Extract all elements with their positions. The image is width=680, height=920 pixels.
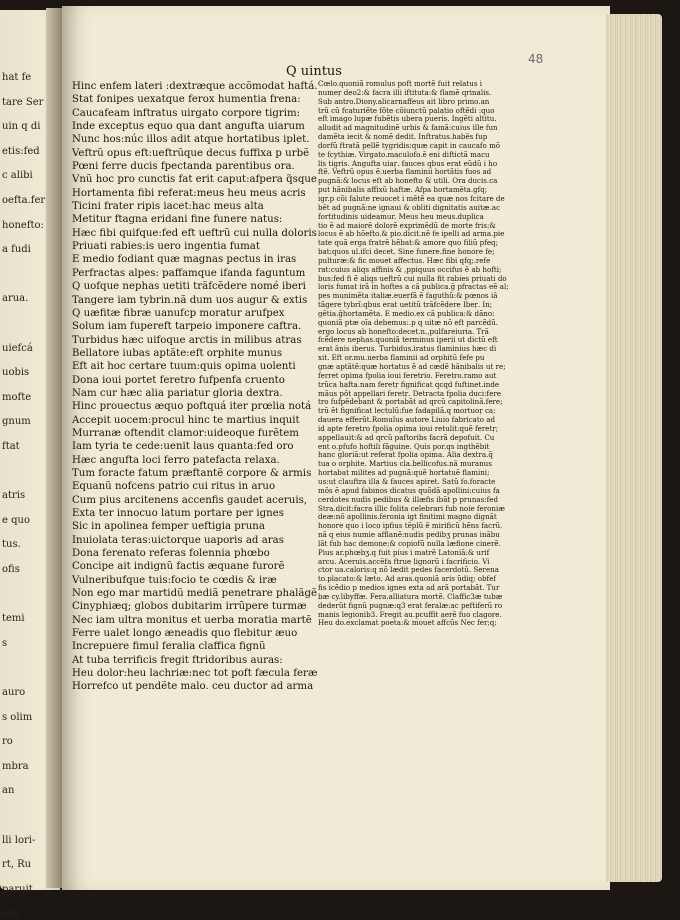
facing-page-fragment: auro (2, 687, 26, 698)
running-heading: Q uintus (286, 64, 342, 79)
facing-page-fragment: lli lori- (2, 834, 36, 846)
commentary-line: hortabat milites ad pugnã:quẽ hortatuẽ flamini; (318, 468, 490, 478)
commentary-line: tua o orphite. Martius cla.bellicofus.nã muranus (318, 459, 492, 469)
commentary-line: tate quã erga fratrẽ hẽbat:& amore quo filiũ pfeq; (318, 238, 498, 248)
facing-page-fragment: c alibi (2, 170, 33, 182)
verse-line: Stat fonipes uexatque ferox humentia frena: (72, 94, 301, 106)
verse-line: Concipe ait indignũ factis æquane furorẽ (72, 561, 285, 573)
facing-page-fragment: e quo (2, 514, 30, 526)
verse-line: Vulneribufque tuis:focio te cœdis & iræ (72, 574, 277, 586)
commentary-line: numeŗ deo2:& facra illi iftituta:& flamẽ qrinalis. (318, 87, 492, 97)
facing-page-fragment: temi (2, 613, 25, 625)
commentary-line: deæ:nõ apollinis.feronia igt finitimi magno dignãt (318, 512, 497, 522)
facing-page-fragment: ftat (2, 441, 20, 452)
commentary-line: ferret opima fpolia ioui feretrio. Feretro.ramo aut (318, 370, 497, 380)
verse-line: Inuiolata teras:uictorque uaporis ad aras (72, 534, 284, 546)
commentary-line: trũ ẽt fignificat lectulũ:fue fadapilã.q mortuoŗ ca; (318, 406, 496, 416)
commentary-line: ent o.pfufo hoftili fãguine. Quis por.qs ingthẽbit (318, 441, 490, 451)
commentary-line: id apte feretro fpolia opima ioui retulit:quẽ feretŗ; (318, 423, 499, 433)
verse-line: Nam cur hæc alia pariatur gloria dextra. (72, 387, 283, 399)
commentary-line: gnæ aptãtẽ:quæ hortatus ẽ ad cædẽ hãnibalis ut re; (318, 362, 506, 371)
commentary-line: loris fumat irã in hoftes a cã publica.ḡ pfractas eẽ al; (318, 282, 509, 292)
commentary-line: locus ẽ ab hõefto.& pio.dicit.nẽ fe ipelli ad arma.pie (318, 229, 505, 239)
commentary-line: fis icẽdio p medios ignes exta ad arã portabãt. Tur (318, 583, 500, 593)
verse-line: Increpuere fimul feralia claffica fignũ (72, 641, 266, 653)
folio-number: 48 (528, 52, 544, 66)
commentary-line: damẽta iecit & nomẽ dedit. Inftratus.habẽs fup (318, 132, 488, 142)
commentary-line: bus:fed fi ẽ aliqs ueftrũ cui nulla fit rabies priuati do (318, 273, 507, 283)
commentary-line: gẽtia.ĝhortamẽta. E medio.ex cã publica:& dãno: (318, 308, 495, 318)
commentary-line: igr.p cõi falute reuocet i mẽtẽ ea quæ nos fcitare de (318, 193, 505, 203)
verse-line: Nunc hos:núc illos adit atque hortatibus iplet. (72, 134, 310, 146)
commentary-line: Pius ar.phœbʒ.q fuit pius i matrẽ Latoniã:& urif (318, 547, 490, 557)
commentary-line: ftẽ. Veftrũ opus ẽ.uerba flaminii hortãtis fuos ad (318, 167, 492, 177)
commentary-line: dederũt fignũ pugnæ:q3 erat feralæ:ac peftiferũ ro (318, 600, 503, 610)
verse-line: Dona ferenato referas folennia phœbo (72, 548, 270, 560)
facing-page-fragment: uiefcá (2, 342, 33, 354)
verse-column (72, 80, 318, 694)
commentary-line: pes munimẽta italiæ.euerfã ẽ faguthũ:& pœnos iã (318, 291, 498, 301)
facing-page-fragment: paruit (2, 883, 33, 895)
commentary-line: rat:cuius aliqs affinis & ,ppiquus occifus ẽ ab hofti; (318, 264, 502, 274)
commentary-line: dorfũ ftratã pellẽ tygridis:quæ capit in caucafo mõ (318, 140, 501, 150)
verse-line: Exta ter innocuo latum portare per ignes (72, 508, 284, 519)
facing-page-fragment: mbra (2, 760, 29, 772)
verse-line: Ferre ualet longo æneadis quo flebitur æuo (72, 628, 298, 640)
verse-line: Inde exceptus equo qua dant angufta uiarum (72, 121, 305, 133)
verse-line: Vnũ hoc pro cunctis fat erit caput:afpera q̃sque (72, 174, 317, 186)
verse-line: Hæc fibi quifque:fed eft ueftrũ cui nulla doloris (72, 227, 317, 239)
verse-line: Hæc angufta loci ferro patefacta relaxa. (72, 454, 280, 466)
facing-page-fragment: honefto: (2, 219, 44, 231)
commentary-line: eft imago lupæ fubẽtis ubera pueris. Ingẽti altitu. (318, 114, 497, 124)
commentary-line: Sub antro.Diony.alicarnaffeus ait libro primo.an (318, 96, 490, 106)
commentary-line: bæ cy.libyffæ. Fera.alliatura mortẽ. Claffic3æ tubæ (318, 591, 503, 601)
commentary-column (318, 80, 548, 628)
commentary-line: mõs ẽ apud fabinos dicatus quõdã apollini:cuius fa (318, 485, 500, 495)
facing-page-fragment: atris (2, 490, 26, 502)
verse-line: Caucafeam inftratus uirgato corpore tigrim: (72, 107, 301, 119)
commentary-line: mãus põt appellari feretŗ. Detracta fpolia duci:fere (318, 388, 501, 398)
commentary-line: lãt fub hac demone:& copiofũ nulla læfione cinerẽ. (318, 538, 501, 548)
verse-line: At tuba terrificis fregit ftridoribus auras: (72, 654, 283, 666)
commentary-line: hanc gloriã:ut referat fpolia opima. Alia dextra.q̃ (318, 450, 493, 460)
verse-line: Accepit uocem:procul hinc te martius inquit (72, 414, 300, 426)
commentary-line: tio ẽ ad maiorẽ dolorẽ exprimẽdũ de morte fris:& (318, 220, 496, 230)
page-edges (606, 14, 662, 882)
facing-page-fragment: ro (2, 736, 13, 748)
commentary-line: ergo locus ab honefto:decet.n.,pulfareiuria. Trã (318, 326, 489, 336)
verse-line: Equanũ nofcens patrio cui ritus in aruo (72, 481, 276, 493)
verse-line: Metitur ftagna eridani fine funere natus: (72, 214, 283, 226)
commentary-line: erat ãnis iberus. Turbidus.iratus flaminius hæc di (318, 344, 497, 354)
commentary-line: Heu do.exclamat poeta:& mouet affcũs Nec fer;q; (318, 618, 497, 628)
commentary-line: ctor ua.caloris:q nõ lædit pedes facerdotũ. Serena (318, 565, 499, 575)
facing-page-fragment: a fudi (2, 244, 31, 256)
verse-line: Solum iam fupereft tarpeio imponere caftra. (72, 321, 302, 333)
facing-page-fragment: tare Ser (2, 96, 44, 108)
facing-page-fragment: etis:fed (2, 145, 40, 157)
commentary-line: cerdotes nudis pedibus & illæfis ibãt p prunas:fed (318, 494, 499, 504)
commentary-line: trũ cũ fcaturiẽte fõte cõiunctũ palatio oftẽdi :quo (318, 105, 495, 115)
commentary-line: appellauit:& ad qrcũ paftoribs facrã depofuit. Cu (318, 432, 495, 442)
commentary-line: manis legionib3. Fregit au.pcuffit aerẽ fuo clagore. (318, 609, 502, 619)
verse-line: Priuati rabies:is uero ingentia fumat (72, 241, 260, 253)
facing-page-fragment: tus. (2, 539, 21, 551)
verse-line: Veftrũ opus eft:ueftrũque decus fuffixa p urbẽ (72, 147, 310, 159)
facing-page-fragment: arua. (2, 293, 29, 305)
facing-page-fragment: hat fe (2, 72, 32, 83)
commentary-line: us:ut clauftra illa & fauces apiret. Satũ fo.foracte (318, 476, 496, 486)
commentary-line: xit. Eft or.mu.uerba flaminii ad orphitũ fefe pu (318, 353, 485, 363)
facing-page-fragment: rt, Ru (2, 859, 32, 871)
verse-line: Pœni ferre ducis fpectanda parentibus ora. (72, 161, 295, 173)
commentary-line: te fcythiæ. Virgato.maculofo.ẽ eni diftictã macu (318, 149, 490, 159)
verse-line: Bellatore iubas aptãte:eft orphite munus (72, 347, 283, 359)
commentary-line: pugnã:& locus eft ab honefto & utili. Ora ducis.ca (318, 176, 498, 186)
verse-line: Perfractas alpes: paffamque ifanda faguntum (72, 267, 306, 279)
commentary-line: bẽt ad pugnã:ne ignaui & obliti dignitatis auitæ.ac (318, 202, 501, 212)
commentary-line: pulturæ:& fic mouet affectus. Hæc fibi qfq;.refe (318, 255, 491, 265)
verse-line: Cum pius arcitenens accenfis gaudet aceruis, (72, 494, 308, 506)
verse-line: Q uæfitæ fibræ uanufcp moratur arufpex (72, 307, 285, 319)
verse-line: Cinyphiæq; globos dubitarim irrũpere turmæ (72, 601, 307, 613)
commentary-line: dauera efferũt.Romulus autore Liuio fabricato ad (318, 415, 496, 425)
commentary-line: tãgere tybrĩ:qbus erat uetitũ trãfcẽdere Ibeŗ. In; (318, 300, 493, 310)
verse-line: Nec iam ultra monitus et uerba moratia martẽ (72, 614, 312, 626)
verse-line: Iam tyria te cede:uenit laus quanta:fed oro (72, 441, 294, 453)
facing-page-fragment: ofis (2, 564, 20, 575)
commentary-line: trũca hafta.nam feretŗ fignificat qcqd fuftinet.inde (318, 379, 500, 389)
facing-page-fragment: s (2, 637, 8, 649)
verse-line: Sic in apolinea femper ueftigia pruna (72, 521, 265, 533)
verse-line: Tum foracte fatum præftantẽ corpore & armis (72, 467, 312, 479)
verse-line: Hinc prouectus æquo poftquá iter prœlia notá (72, 401, 312, 413)
verse-line: Dona ioui portet feretro fufpenfa cruento (72, 374, 285, 386)
verse-line: Turbidus hæc uifoque arctis in milibus atras (72, 334, 302, 346)
facing-page-fragment: mofte (2, 391, 32, 403)
verse-line: Hinc enfem lateri :dextræque accõmodat haftá. (72, 81, 318, 92)
commentary-line: honore quo i loco ipfius tẽplũ ẽ mirificũ hẽns facrũ. (318, 521, 503, 531)
facing-page-fragment: uobis (2, 367, 30, 379)
verse-line: Tangere iam tybrin.nã dum uos augur & extis (72, 294, 308, 306)
verse-line: Non ego mar martidũ mediã penetrare phalãgẽ (72, 588, 318, 600)
commentary-line: nã q eius numie afflanẽ:nudis pedibʒ prunas inãbu (318, 530, 500, 540)
commentary-line: bat:quos ul.ifci decet. Sine funere.fine honore fe; (318, 247, 495, 257)
verse-line: Horrefco ut pendẽte malo. ceu ductor ad arma (72, 681, 314, 693)
commentary-line: lis tigris. Angufta uiaŗ. fauces qbus erat eũdũ i ho (318, 158, 498, 168)
commentary-line: arcu. Aceruis.accẽfa ftrue lignorũ i facrificio. Vi (318, 556, 490, 566)
commentary-line: tro fufpẽdebant & portabãt ad qrcũ capitolinã.fere; (318, 397, 503, 407)
commentary-line: fortitudinis uideamur. Meus heu meus.duplica (318, 211, 484, 221)
commentary-line: fcẽdere nephas.quoniã terminus iperii ut dictũ eft (318, 335, 498, 345)
facing-page-fragment: uin q di (2, 121, 41, 133)
facing-page-fragment: ulii. (2, 908, 22, 920)
commentary-line: quoniã ptæ oĩa debemus:.p q uitæ nõ eft parcẽdũ. (318, 317, 499, 327)
verse-line: Q uofque nephas uetiti trãfcẽdere nomé iberi (72, 281, 306, 293)
verse-line: Murranæ oftendit clamor:uideoque furẽtem (72, 427, 299, 439)
verse-line: Hortamenta fibi referat:meus heu meus acris (72, 187, 306, 199)
verse-line: Ticini frater ripis iacet:hac meus alta (72, 201, 264, 213)
facing-page-fragment: oefta.fer (2, 195, 46, 206)
verse-line: Eft ait hoc certare tuum:quis opima uolenti (72, 361, 296, 373)
verse-line: Heu dolor:heu lachriæ:nec tot poft fæcula feræ (72, 668, 318, 680)
verse-line: E medio fodiant quæ magnas pectus in iras (72, 254, 297, 266)
facing-page-fragment: s olim (2, 711, 33, 723)
facing-page-fragment: gnum (2, 416, 31, 428)
commentary-line: put hãnibalis affixũ haftæ. Afpa hortamẽta.gfq; (318, 185, 488, 195)
commentary-line: to.placato:& læto. Ad aras.quoniã aris ũdiq; obfef (318, 574, 496, 584)
commentary-line: alludit ad magnitudinẽ urbis & famã:cuius ille fun (318, 123, 498, 133)
commentary-line: Cœlo.quoniã romulus poft mortẽ fuit relatus i (318, 79, 482, 88)
commentary-line: Stra.dicit:facra illic folita celebrari fub noie feroniæ (318, 503, 505, 513)
facing-page-fragment: an (2, 785, 15, 797)
